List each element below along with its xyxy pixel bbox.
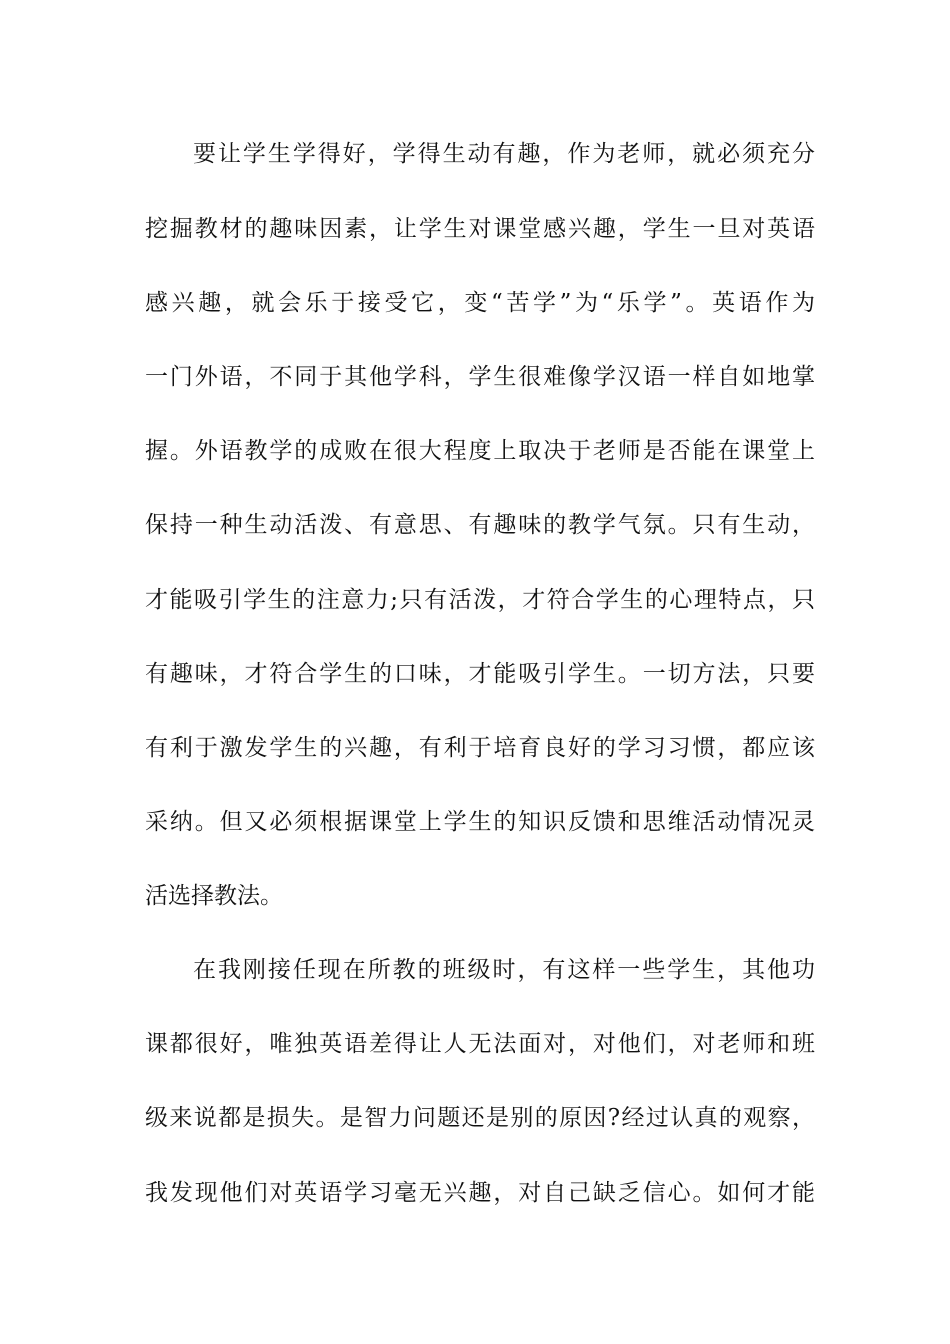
text-line: 在我刚接任现在所教的班级时，有这样一些学生，其他功	[193, 957, 815, 983]
text-line: 挖掘教材的趣味因素，让学生对课堂感兴趣，学生一旦对英语	[145, 216, 815, 242]
text-line: 有利于激发学生的兴趣，有利于培育良好的学习习惯，都应该	[145, 735, 815, 761]
text-line: 要让学生学得好，学得生动有趣，作为老师，就必须充分	[193, 141, 815, 167]
text-line: 感兴趣，就会乐于接受它，变“苦学”为“乐学”。英语作为	[145, 290, 815, 316]
text-line: 我发现他们对英语学习毫无兴趣，对自己缺乏信心。如何才能	[145, 1180, 815, 1206]
text-line: 握。外语教学的成败在很大程度上取决于老师是否能在课堂上	[145, 438, 815, 464]
text-line: 采纳。但又必须根据课堂上学生的知识反馈和思维活动情况灵	[145, 809, 815, 835]
text-line: 保持一种生动活泼、有意思、有趣味的教学气氛。只有生动，	[145, 512, 815, 538]
text-line: 课都很好，唯独英语差得让人无法面对，对他们，对老师和班	[145, 1031, 815, 1057]
text-line: 有趣味，才符合学生的口味，才能吸引学生。一切方法，只要	[145, 661, 815, 687]
text-line: 级来说都是损失。是智力问题还是别的原因?经过认真的观察，	[145, 1105, 815, 1131]
text-line: 活选择教法。	[145, 883, 283, 909]
text-line: 一门外语，不同于其他学科，学生很难像学汉语一样自如地掌	[145, 364, 815, 390]
text-line: 才能吸引学生的注意力;只有活泼，才符合学生的心理特点，只	[145, 587, 815, 613]
